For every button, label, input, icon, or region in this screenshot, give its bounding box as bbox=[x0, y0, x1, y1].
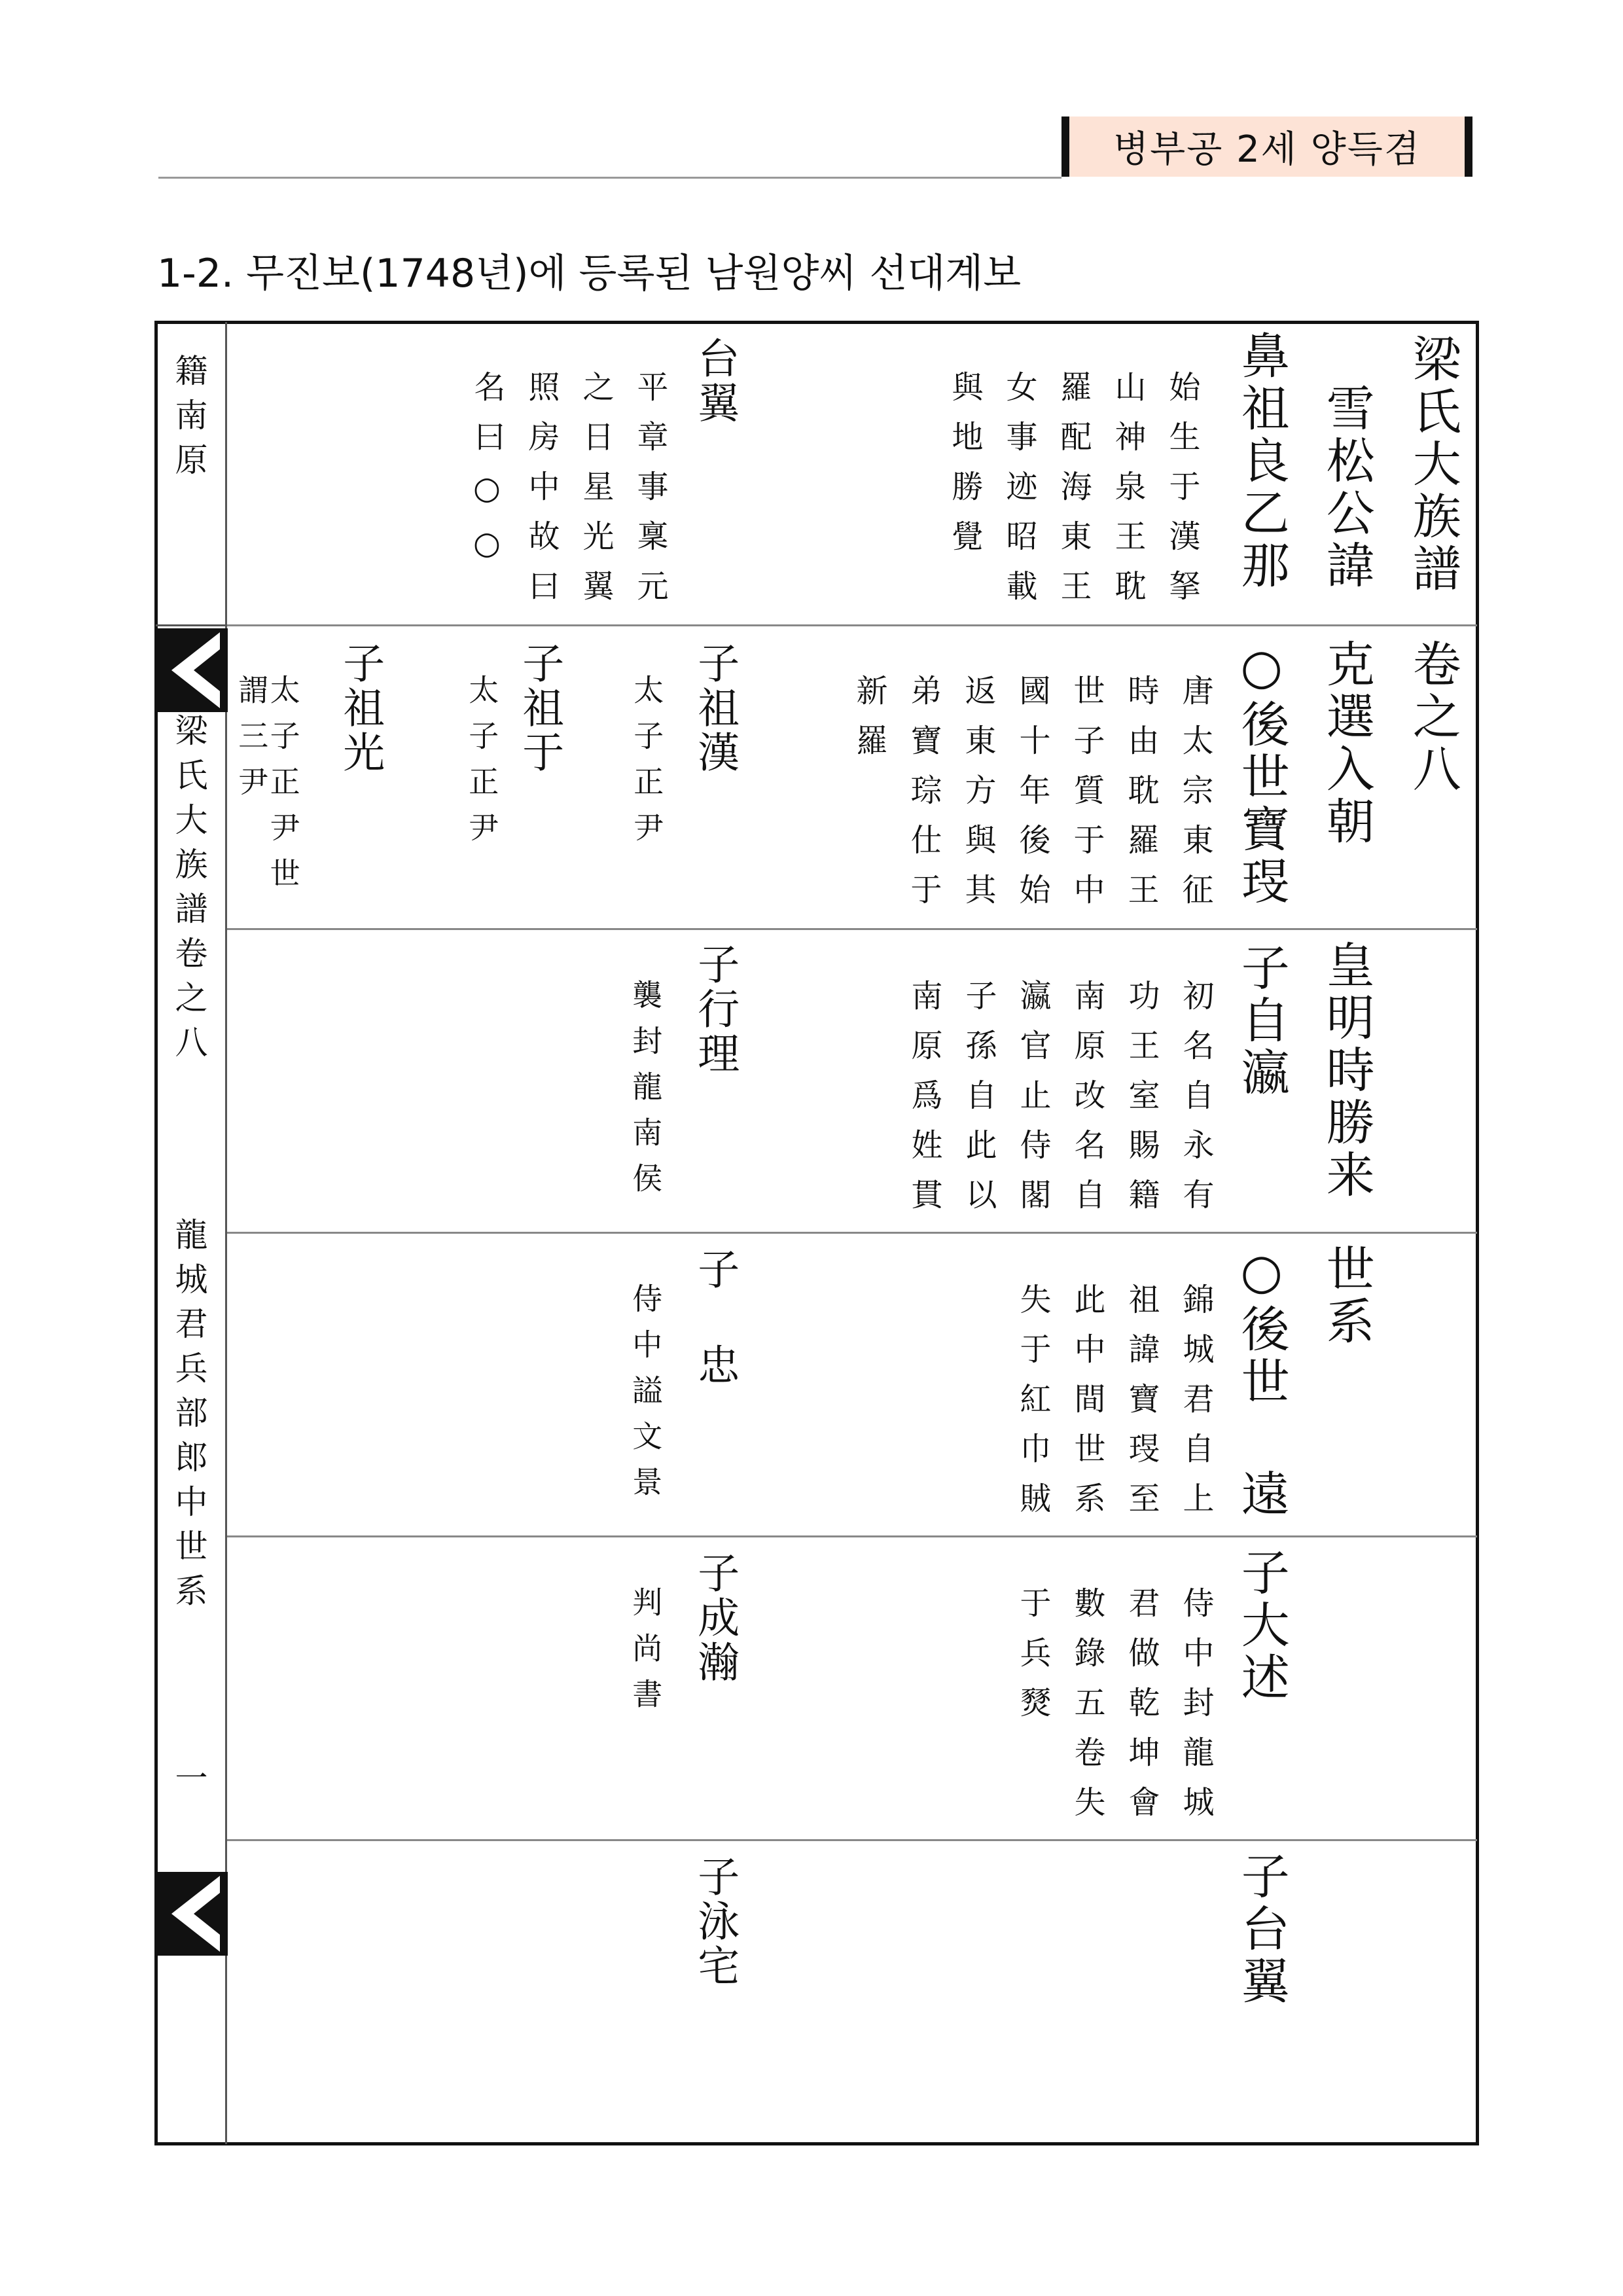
row2-heading: 克選入朝 bbox=[1318, 639, 1375, 848]
row4-heading: 世系 bbox=[1318, 1244, 1375, 1348]
person-name: ○後世寶琝 bbox=[1233, 639, 1290, 908]
child-name: 子泳宅 bbox=[690, 1855, 740, 1988]
row-divider-1 bbox=[227, 624, 1477, 626]
person-note: 侍中封龍城 君做乾坤會 數錄五卷失 于兵燹 bbox=[1014, 1587, 1214, 1835]
volume-label: 卷之八 bbox=[1404, 639, 1461, 796]
author-heading: 雪松公諱 bbox=[1318, 383, 1375, 592]
margin-divider-tick bbox=[156, 624, 226, 626]
person-note: 唐太宗東征 時由耽羅王 世子質于中 國十年後始 返東方與其 弟寶琮仕于 新羅 bbox=[851, 674, 1213, 923]
book-title: 梁氏大族譜 bbox=[1404, 334, 1461, 596]
child-note: 太子正尹世 謂三尹 bbox=[234, 674, 301, 903]
margin-page-number: 一 bbox=[169, 1761, 208, 1805]
child-note: 太子正尹 bbox=[629, 674, 665, 857]
header-badge: 병부공 2세 양득겸 bbox=[1061, 117, 1472, 177]
row-divider-3 bbox=[227, 1232, 1477, 1234]
margin-origin: 籍南原 bbox=[169, 353, 208, 487]
child-name: 子 忠 bbox=[690, 1247, 740, 1388]
child-name: 子成瀚 bbox=[690, 1551, 740, 1685]
fishtail-icon bbox=[157, 628, 228, 712]
section-title: 1-2. 무진보(1748년)에 등록된 남원양씨 선대계보 bbox=[157, 251, 1022, 296]
row-divider-2 bbox=[227, 928, 1477, 930]
ancestor-name: 鼻祖良乙那 bbox=[1233, 331, 1290, 592]
child-note: 判尚書 bbox=[628, 1587, 664, 1724]
person-name: 子台翼 bbox=[1233, 1851, 1290, 2008]
ancestor-note: 始生于漢拏 山神泉王耽 羅配海東王 女事迹昭載 與地勝覺 bbox=[946, 370, 1200, 619]
fishtail-icon bbox=[157, 1872, 228, 1956]
header-rule bbox=[158, 177, 1061, 179]
child-name: 子祖于 bbox=[515, 641, 564, 775]
row-divider-4 bbox=[227, 1535, 1477, 1537]
child-note: 太子正尹 bbox=[464, 674, 500, 857]
taiyi-heading: 台翼 bbox=[690, 336, 740, 425]
child-name: 子祖漢 bbox=[690, 641, 740, 775]
person-name: 子自瀛 bbox=[1233, 942, 1290, 1100]
person-name: ○後世 遠 bbox=[1233, 1244, 1290, 1521]
taiyi-note: 平章事稟元 之日星光翼 照房中故曰 名曰○○ bbox=[469, 370, 668, 619]
child-note: 襲封龍南侯 bbox=[628, 979, 664, 1208]
row3-heading: 皇明時勝来 bbox=[1318, 940, 1375, 1202]
child-name: 子行理 bbox=[690, 942, 740, 1076]
margin-lineage-title: 龍城君兵部郎中世系 bbox=[169, 1217, 208, 1618]
person-note: 初名自永有 功王室賜籍 南原改名自 瀛官止侍閣 子孫自此以 南原爲姓貫 bbox=[906, 979, 1214, 1228]
child-note: 侍中謚文景 bbox=[628, 1283, 664, 1512]
margin-book-title: 梁氏大族譜卷之八 bbox=[169, 713, 208, 1069]
row-divider-5 bbox=[227, 1839, 1477, 1841]
child-name: 子祖光 bbox=[336, 641, 385, 775]
person-note: 錦城君自上 祖諱寶琝至 此中間世系 失于紅巾賊 bbox=[1014, 1283, 1214, 1532]
person-name: 子大述 bbox=[1233, 1547, 1290, 1704]
